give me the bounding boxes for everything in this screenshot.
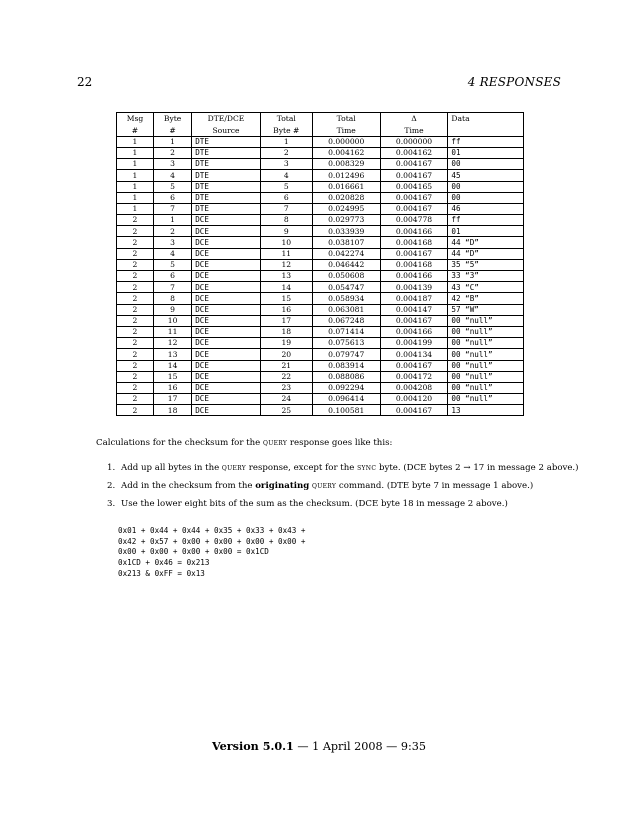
table-cell: DCE <box>192 226 261 237</box>
table-cell: 0.029773 <box>312 215 380 226</box>
table-cell: 17 <box>260 315 312 326</box>
table-row <box>117 181 524 192</box>
table-cell: 2 <box>117 405 154 416</box>
table-cell: 0.004167 <box>380 315 448 326</box>
table-row <box>117 271 524 282</box>
table-cell: 2 <box>117 215 154 226</box>
table-cell: 18 <box>153 405 191 416</box>
section-title: 4 RESPONSES <box>467 75 561 89</box>
table-cell: 0.004166 <box>380 271 448 282</box>
table-cell: 0.008329 <box>312 159 380 170</box>
column-header-sub: # <box>153 124 191 136</box>
table-cell: DCE <box>192 315 261 326</box>
table-cell: 16 <box>260 304 312 315</box>
column-header: Msg <box>117 113 154 125</box>
table-cell: 0.004167 <box>380 405 448 416</box>
table-cell: 2 <box>117 293 154 304</box>
table-cell: 2 <box>117 394 154 405</box>
table-cell: 0.004139 <box>380 282 448 293</box>
table-cell: 14 <box>260 282 312 293</box>
table-cell: 1 <box>117 192 154 203</box>
table-cell: 4 <box>260 170 312 181</box>
table-cell: 0.050608 <box>312 271 380 282</box>
step-text: Use the lower eight bits of the sum as the checksum. (DCE byte 18 in message 2 above.) <box>121 499 508 509</box>
table-cell: 2 <box>117 226 154 237</box>
table-cell: 0.054747 <box>312 282 380 293</box>
column-header-sub <box>448 124 524 136</box>
table-cell: DCE <box>192 304 261 315</box>
table-cell: 1 <box>117 181 154 192</box>
table-cell: 7 <box>153 282 191 293</box>
table-cell: 24 <box>260 394 312 405</box>
table-cell: 11 <box>153 326 191 337</box>
table-cell: 0.058934 <box>312 293 380 304</box>
table-cell: 0.038107 <box>312 237 380 248</box>
table-cell: DCE <box>192 382 261 393</box>
table-cell: DTE <box>192 170 261 181</box>
table-cell: 0.004167 <box>380 159 448 170</box>
table-row <box>117 170 524 181</box>
table-cell: 2 <box>260 147 312 158</box>
table-cell: 2 <box>117 259 154 270</box>
table-cell: 00 “null” <box>448 360 524 371</box>
table-row <box>117 226 524 237</box>
table-cell: 2 <box>117 248 154 259</box>
table-cell: 13 <box>153 349 191 360</box>
table-cell: 0.000000 <box>380 136 448 147</box>
table-cell: 0.100581 <box>312 405 380 416</box>
table-cell: 1 <box>117 170 154 181</box>
footer-date: — 1 April 2008 — 9:35 <box>293 740 427 753</box>
step-number: 2. <box>107 481 116 491</box>
table-cell: 0.004166 <box>380 226 448 237</box>
table-cell: DCE <box>192 349 261 360</box>
table-cell: DCE <box>192 326 261 337</box>
table-cell: 2 <box>117 338 154 349</box>
table-cell: 35 “5” <box>448 259 524 270</box>
table-cell: 2 <box>117 282 154 293</box>
table-cell: 5 <box>153 259 191 270</box>
table-cell: 43 “C” <box>448 282 524 293</box>
column-header-sub: Time <box>312 124 380 136</box>
table-cell: 12 <box>260 259 312 270</box>
table-cell: 2 <box>117 349 154 360</box>
step-text: byte. (DCE bytes 2 → 17 in message 2 above.) <box>376 463 579 473</box>
step-text: response, except for the <box>246 463 358 473</box>
table-cell: 1 <box>117 136 154 147</box>
column-header: Total <box>312 113 380 125</box>
step-query-word: query <box>312 481 337 491</box>
step-text: Add up all bytes in the <box>121 463 222 473</box>
table-cell: 8 <box>260 215 312 226</box>
column-header: Δ <box>380 113 448 125</box>
table-cell: 1 <box>153 136 191 147</box>
table-cell: ff <box>448 136 524 147</box>
table-cell: DTE <box>192 203 261 214</box>
step-number: 3. <box>107 499 116 509</box>
table-cell: 0.024995 <box>312 203 380 214</box>
table-cell: 6 <box>260 192 312 203</box>
table-cell: 16 <box>153 382 191 393</box>
table-cell: 0.004172 <box>380 371 448 382</box>
table-cell: 10 <box>260 237 312 248</box>
table-cell: 3 <box>153 159 191 170</box>
table-cell: 46 <box>448 203 524 214</box>
table-row <box>117 203 524 214</box>
table-cell: 2 <box>117 271 154 282</box>
table-cell: 1 <box>117 147 154 158</box>
code-line: 0x42 + 0x57 + 0x00 + 0x00 + 0x00 + 0x00 + <box>118 536 306 546</box>
table-cell: 2 <box>117 315 154 326</box>
table-cell: 0.004167 <box>380 170 448 181</box>
table-cell: DTE <box>192 147 261 158</box>
table-cell: DCE <box>192 215 261 226</box>
table-cell: DTE <box>192 159 261 170</box>
table-cell: 1 <box>117 203 154 214</box>
table-cell: 21 <box>260 360 312 371</box>
page-number: 22 <box>77 75 93 89</box>
table-cell: ff <box>448 215 524 226</box>
table-cell: DCE <box>192 259 261 270</box>
table-cell: DCE <box>192 360 261 371</box>
table-cell: 00 <box>448 181 524 192</box>
table-cell: 3 <box>260 159 312 170</box>
table-row <box>117 382 524 393</box>
intro-query-word: query <box>263 438 288 448</box>
table-cell: 0.004166 <box>380 326 448 337</box>
table-cell: 14 <box>153 360 191 371</box>
table-row <box>117 315 524 326</box>
table-cell: 00 “null” <box>448 349 524 360</box>
column-header-sub: Source <box>192 124 261 136</box>
checksum-steps <box>107 459 579 513</box>
code-line: 0x213 & 0xFF = 0x13 <box>118 568 205 578</box>
step-3 <box>107 495 579 513</box>
table-cell: 0.004168 <box>380 259 448 270</box>
column-header: DTE/DCE <box>192 113 261 125</box>
table-row <box>117 215 524 226</box>
table-cell: 00 “null” <box>448 338 524 349</box>
table-cell: 0.075613 <box>312 338 380 349</box>
table-cell: DCE <box>192 248 261 259</box>
table-cell: DCE <box>192 405 261 416</box>
table-cell: 0.096414 <box>312 394 380 405</box>
table-row <box>117 405 524 416</box>
table-cell: 0.004199 <box>380 338 448 349</box>
table-row <box>117 237 524 248</box>
table-cell: 0.000000 <box>312 136 380 147</box>
table-row <box>117 248 524 259</box>
table-row <box>117 360 524 371</box>
step-number: 1. <box>107 463 116 473</box>
table-row <box>117 136 524 147</box>
table-cell: 9 <box>260 226 312 237</box>
table-row <box>117 304 524 315</box>
table-cell: 11 <box>260 248 312 259</box>
step-sync-word: sync <box>357 463 377 473</box>
table-cell: 0.033939 <box>312 226 380 237</box>
table-cell: 2 <box>117 382 154 393</box>
table-cell: 5 <box>260 181 312 192</box>
table-cell: 2 <box>153 147 191 158</box>
table-cell: 7 <box>260 203 312 214</box>
column-header: Byte <box>153 113 191 125</box>
step-query-word: query <box>221 463 247 473</box>
table-cell: 00 “null” <box>448 371 524 382</box>
table-cell: 0.004165 <box>380 181 448 192</box>
table-row <box>117 338 524 349</box>
step-text: Add in the checksum from the <box>121 481 256 491</box>
table-cell: 0.004167 <box>380 360 448 371</box>
table-cell: 0.004208 <box>380 382 448 393</box>
table-cell: 00 <box>448 192 524 203</box>
table-cell: 17 <box>153 394 191 405</box>
table-cell: 0.063081 <box>312 304 380 315</box>
intro-text-post: response goes like this: <box>287 438 393 448</box>
table-cell: 23 <box>260 382 312 393</box>
table-cell: 6 <box>153 271 191 282</box>
step-text: command. (DTE byte 7 in message 1 above.) <box>336 481 534 491</box>
step-bold-word: originating <box>255 481 310 491</box>
table-cell: 18 <box>260 326 312 337</box>
table-cell: DCE <box>192 282 261 293</box>
table-cell: 44 “D” <box>448 248 524 259</box>
table-cell: 0.079747 <box>312 349 380 360</box>
table-row <box>117 394 524 405</box>
table-row <box>117 371 524 382</box>
table-cell: 0.016661 <box>312 181 380 192</box>
table-cell: 0.004167 <box>380 203 448 214</box>
message-2-rows <box>117 215 524 416</box>
table-cell: 0.004778 <box>380 215 448 226</box>
table-cell: DTE <box>192 136 261 147</box>
table-cell: 2 <box>153 226 191 237</box>
table-cell: 0.012496 <box>312 170 380 181</box>
table-cell: 13 <box>448 405 524 416</box>
table-cell: 19 <box>260 338 312 349</box>
table-cell: 0.071414 <box>312 326 380 337</box>
table-cell: 2 <box>117 360 154 371</box>
table-cell: 01 <box>448 147 524 158</box>
table-cell: 6 <box>153 192 191 203</box>
column-header: Total <box>260 113 312 125</box>
table-cell: 0.083914 <box>312 360 380 371</box>
table-cell: 2 <box>117 326 154 337</box>
table-cell: 0.004162 <box>380 147 448 158</box>
table-cell: 13 <box>260 271 312 282</box>
table-row <box>117 282 524 293</box>
intro-text-pre: Calculations for the checksum for the <box>96 438 263 448</box>
table-cell: DTE <box>192 181 261 192</box>
table-cell: 25 <box>260 405 312 416</box>
table-cell: 2 <box>117 237 154 248</box>
table-cell: DCE <box>192 371 261 382</box>
code-line: 0x01 + 0x44 + 0x44 + 0x35 + 0x33 + 0x43 + <box>118 525 306 535</box>
footer-version: Version 5.0.1 <box>211 739 294 753</box>
message-1-rows <box>117 136 524 214</box>
table-cell: 0.088086 <box>312 371 380 382</box>
table-cell: DCE <box>192 394 261 405</box>
table-cell: 15 <box>153 371 191 382</box>
table-row <box>117 326 524 337</box>
table-cell: 0.042274 <box>312 248 380 259</box>
table-cell: 5 <box>153 181 191 192</box>
table-cell: 0.004167 <box>380 192 448 203</box>
table-cell: 0.067248 <box>312 315 380 326</box>
table-cell: 00 “null” <box>448 326 524 337</box>
table-cell: 1 <box>117 159 154 170</box>
table-row <box>117 259 524 270</box>
table-cell: 01 <box>448 226 524 237</box>
table-cell: 00 “null” <box>448 382 524 393</box>
step-1 <box>107 459 579 477</box>
code-line: 0x00 + 0x00 + 0x00 + 0x00 = 0x1CD <box>118 547 269 557</box>
table-cell: 0.004120 <box>380 394 448 405</box>
table-cell: 42 “B” <box>448 293 524 304</box>
table-cell: 57 “W” <box>448 304 524 315</box>
table-cell: 0.004162 <box>312 147 380 158</box>
table-cell: 4 <box>153 170 191 181</box>
table-cell: 0.004147 <box>380 304 448 315</box>
table-cell: DCE <box>192 338 261 349</box>
table-cell: 12 <box>153 338 191 349</box>
table-cell: 00 <box>448 159 524 170</box>
table-cell: 1 <box>153 215 191 226</box>
table-cell: 44 “D” <box>448 237 524 248</box>
column-header-sub: Time <box>380 124 448 136</box>
table-cell: 0.004134 <box>380 349 448 360</box>
column-header-sub: # <box>117 124 154 136</box>
checksum-code-block <box>118 515 305 591</box>
table-row <box>117 293 524 304</box>
table-cell: 1 <box>260 136 312 147</box>
table-cell: 0.004187 <box>380 293 448 304</box>
step-2 <box>107 477 579 495</box>
table-cell: 8 <box>153 293 191 304</box>
page-footer <box>0 739 638 753</box>
table-cell: 3 <box>153 237 191 248</box>
table-cell: 4 <box>153 248 191 259</box>
table-row <box>117 192 524 203</box>
table-cell: 9 <box>153 304 191 315</box>
table-cell: 00 “null” <box>448 394 524 405</box>
table-cell: 2 <box>117 371 154 382</box>
table-cell: 15 <box>260 293 312 304</box>
table-row <box>117 147 524 158</box>
column-header: Data <box>448 113 524 125</box>
table-cell: 00 “null” <box>448 315 524 326</box>
table-cell: 22 <box>260 371 312 382</box>
table-cell: 7 <box>153 203 191 214</box>
table-cell: 0.046442 <box>312 259 380 270</box>
table-cell: DCE <box>192 237 261 248</box>
code-line: 0x1CD + 0x46 = 0x213 <box>118 558 210 568</box>
table-cell: 0.020828 <box>312 192 380 203</box>
table-cell: 45 <box>448 170 524 181</box>
table-cell: 0.004168 <box>380 237 448 248</box>
table-cell: DTE <box>192 192 261 203</box>
table-cell: 0.004167 <box>380 248 448 259</box>
table-cell: 20 <box>260 349 312 360</box>
checksum-intro <box>96 438 392 448</box>
column-header-sub: Byte # <box>260 124 312 136</box>
table-cell: DCE <box>192 293 261 304</box>
table-cell: 2 <box>117 304 154 315</box>
table-cell: DCE <box>192 271 261 282</box>
table-row <box>117 159 524 170</box>
table-row <box>117 349 524 360</box>
table-cell: 10 <box>153 315 191 326</box>
table-cell: 0.092294 <box>312 382 380 393</box>
table-cell: 33 “3” <box>448 271 524 282</box>
message-table <box>116 112 524 416</box>
